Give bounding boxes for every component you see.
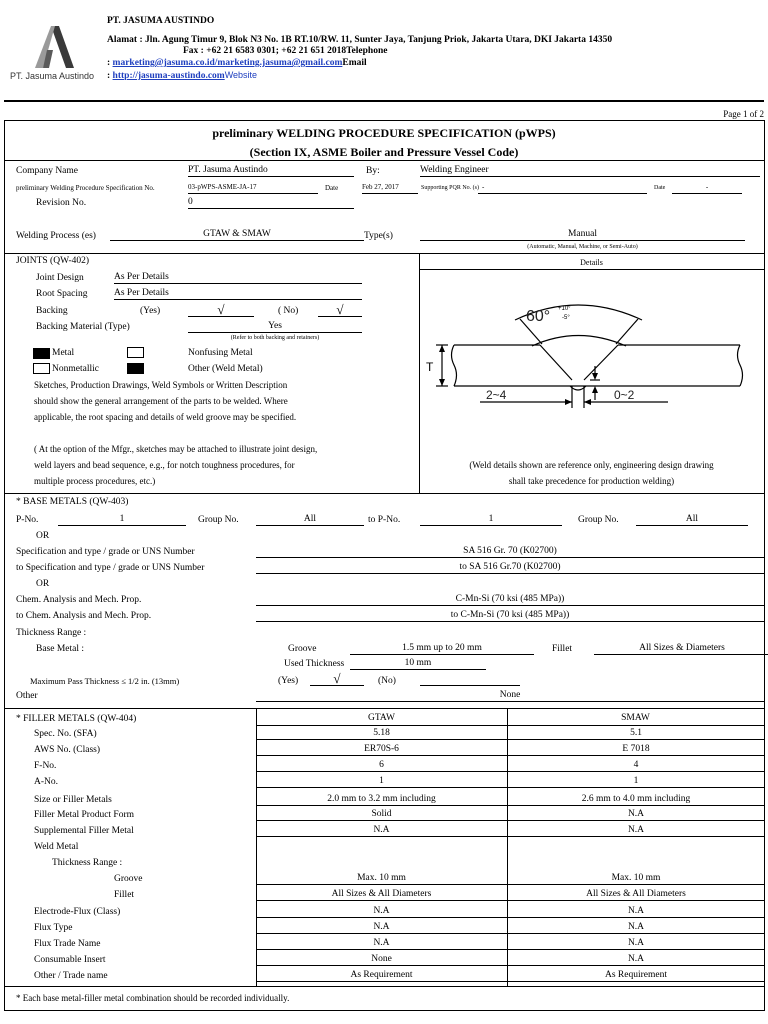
filler-row-gtaw[interactable]: N.A bbox=[256, 905, 507, 918]
page-label: Page 1 of 2 bbox=[723, 109, 764, 119]
drawing-angle: 60° bbox=[526, 308, 551, 325]
filler-row-label: A-No. bbox=[34, 777, 59, 787]
filler-row-smaw[interactable]: 1 bbox=[508, 775, 764, 788]
group-no-2-field[interactable]: All bbox=[636, 513, 748, 526]
root-spacing-field[interactable]: As Per Details bbox=[114, 287, 362, 300]
filler-row-label: Filler Metal Product Form bbox=[34, 810, 135, 820]
company-email: : marketing@jasuma.co.id/marketing.jasuma@gmail.comEmail bbox=[107, 58, 367, 68]
filler-row-gtaw[interactable]: 2.0 mm to 3.2 mm including bbox=[256, 793, 507, 806]
process-label: Welding Process (es) bbox=[16, 231, 96, 241]
option-text-1: ( At the option of the Mfgr., sketches may be attached to illustrate joint design, bbox=[34, 444, 318, 454]
to-chem-label: to Chem. Analysis and Mech. Prop. bbox=[16, 611, 152, 621]
groove-field[interactable]: 1.5 mm up to 20 mm bbox=[350, 642, 534, 655]
to-spec-field[interactable]: to SA 516 Gr.70 (K02700) bbox=[256, 561, 764, 574]
other-field[interactable]: None bbox=[256, 689, 764, 702]
or-2: OR bbox=[36, 579, 50, 589]
weld-fillet-smaw[interactable]: All Sizes & All Diameters bbox=[508, 888, 764, 901]
filler-row-gtaw[interactable]: Solid bbox=[256, 808, 507, 821]
company-name-label: Company Name bbox=[16, 166, 79, 176]
option-text-2: weld layers and bead sequence, e.g., for notch toughness procedures, for bbox=[34, 460, 295, 470]
filler-row-smaw[interactable]: 2.6 mm to 4.0 mm including bbox=[508, 793, 764, 806]
used-thickness-label: Used Thickness bbox=[284, 659, 345, 669]
or-1: OR bbox=[36, 531, 50, 541]
groove-label: Groove bbox=[288, 644, 317, 654]
filler-row-gtaw[interactable]: N.A bbox=[256, 921, 507, 934]
filler-row-smaw[interactable]: E 7018 bbox=[508, 743, 764, 756]
filler-row-label: Flux Trade Name bbox=[34, 939, 101, 949]
metal-label: Metal bbox=[52, 348, 75, 358]
filler-row-gtaw[interactable]: 6 bbox=[256, 759, 507, 772]
drawing-root-face: 0~2 bbox=[614, 388, 635, 402]
by-label: By: bbox=[366, 166, 380, 176]
other-label: Other bbox=[16, 691, 38, 701]
details-note-2: shall take precedence for production welding) bbox=[508, 476, 675, 486]
joints-heading: JOINTS (QW-402) bbox=[16, 256, 90, 266]
filler-row-label: F-No. bbox=[34, 761, 57, 771]
filler-heading: * FILLER METALS (QW-404) bbox=[16, 714, 137, 724]
date-label: Date bbox=[325, 184, 339, 192]
weld-metal-label: Weld Metal bbox=[34, 842, 79, 852]
filler-row-label: Spec. No. (SFA) bbox=[34, 729, 97, 739]
thickness-range-label: Thickness Range : bbox=[16, 628, 87, 638]
filler-row-smaw[interactable]: N.A bbox=[508, 808, 764, 821]
drawing-angle-tol-minus: -5° bbox=[562, 315, 570, 321]
filler-row-smaw[interactable]: N.A bbox=[508, 953, 764, 966]
website-link[interactable]: http://jasuma-austindo.com bbox=[112, 71, 225, 81]
backing-material-label: Backing Material (Type) bbox=[36, 322, 130, 332]
max-pass-no-field[interactable] bbox=[420, 673, 520, 686]
backing-label: Backing bbox=[36, 306, 68, 316]
weld-groove-smaw[interactable]: Max. 10 mm bbox=[508, 872, 764, 885]
chem-label: Chem. Analysis and Mech. Prop. bbox=[16, 595, 142, 605]
other-checkbox[interactable] bbox=[127, 363, 144, 374]
filler-row-gtaw[interactable]: N.A bbox=[256, 824, 507, 837]
max-pass-label: Maximum Pass Thickness ≤ 1/2 in. (13mm) bbox=[30, 676, 180, 686]
filler-row-label: AWS No. (Class) bbox=[34, 745, 100, 755]
group-no-2-label: Group No. bbox=[578, 515, 619, 525]
date2-field[interactable]: - bbox=[672, 181, 742, 194]
company-title: PT. JASUMA AUSTINDO bbox=[107, 16, 215, 26]
type-field[interactable]: Manual bbox=[420, 228, 745, 241]
details-note-1: (Weld details shown are reference only, engineering design drawing bbox=[469, 460, 714, 470]
weld-groove-gtaw[interactable]: Max. 10 mm bbox=[256, 872, 507, 885]
used-thickness-field[interactable]: 10 mm bbox=[350, 657, 486, 670]
base-metal-label: Base Metal : bbox=[36, 644, 85, 654]
backing-material-field[interactable]: Yes bbox=[188, 320, 362, 333]
metal-checkbox[interactable] bbox=[33, 348, 50, 359]
to-chem-field[interactable]: to C-Mn-Si (70 ksi (485 MPa)) bbox=[256, 609, 764, 622]
pqr-field[interactable]: - bbox=[478, 181, 647, 194]
drawing-angle-tol-plus: +10° bbox=[558, 306, 571, 312]
company-name-field[interactable]: PT. Jasuma Austindo bbox=[188, 164, 354, 177]
nonmetallic-label: Nonmetallic bbox=[52, 364, 99, 374]
other-weld-label: Other (Weld Metal) bbox=[188, 364, 263, 374]
filler-row-label: Electrode-Flux (Class) bbox=[34, 907, 121, 917]
group-no-field[interactable]: All bbox=[256, 513, 364, 526]
company-website: : http://jasuma-austindo.comWebsite bbox=[107, 70, 258, 81]
to-p-no-label: to P-No. bbox=[368, 515, 401, 525]
form-title: preliminary WELDING PROCEDURE SPECIFICATION (pWPS) bbox=[212, 126, 556, 140]
filler-row-gtaw[interactable]: 1 bbox=[256, 775, 507, 788]
drawing-thickness: T bbox=[426, 360, 434, 374]
chem-field[interactable]: C-Mn-Si (70 ksi (485 MPa)) bbox=[256, 593, 764, 606]
filler-row-smaw[interactable]: 5.1 bbox=[508, 727, 764, 740]
backing-no-label: ( No) bbox=[278, 306, 299, 316]
base-metals-heading: * BASE METALS (QW-403) bbox=[16, 497, 129, 507]
sketch-text-1: Sketches, Production Drawings, Weld Symbols or Written Description bbox=[34, 380, 288, 390]
filler-col-smaw: SMAW bbox=[621, 713, 650, 723]
weld-fillet-label: Fillet bbox=[114, 890, 135, 900]
pwps-no-label: preliminary Welding Procedure Specification No. bbox=[16, 184, 155, 192]
filler-row-smaw[interactable]: N.A bbox=[508, 824, 764, 837]
backing-note: (Refer to both backing and retainers) bbox=[230, 335, 320, 341]
pwps-no-field[interactable]: 03-pWPS-ASME-JA-17 bbox=[188, 181, 318, 194]
date-field[interactable]: Feb 27, 2017 bbox=[362, 181, 418, 194]
logo-text: PT. Jasuma Austindo bbox=[10, 71, 95, 81]
to-p-no-field[interactable]: 1 bbox=[420, 513, 562, 526]
company-logo-icon bbox=[33, 24, 75, 70]
company-fax: Fax : +62 21 6583 0301; +62 21 651 2018Telephone bbox=[183, 46, 388, 56]
form-subtitle: (Section IX, ASME Boiler and Pressure Vessel Code) bbox=[249, 145, 519, 159]
nonfusing-checkbox[interactable] bbox=[127, 347, 144, 358]
joint-design-field[interactable]: As Per Details bbox=[114, 271, 362, 284]
revision-field[interactable]: 0 bbox=[188, 196, 354, 209]
nonfusing-label: Nonfusing Metal bbox=[188, 348, 253, 358]
max-pass-yes-label: (Yes) bbox=[278, 676, 299, 686]
filler-row-smaw[interactable]: N.A bbox=[508, 937, 764, 950]
by-field[interactable]: Welding Engineer bbox=[420, 164, 760, 177]
option-text-3: multiple process procedures, etc.) bbox=[34, 476, 156, 486]
filler-row-smaw[interactable]: As Requirement bbox=[508, 969, 764, 982]
weld-thickness-range-label: Thickness Range : bbox=[52, 858, 123, 868]
drawing-gap: 2~4 bbox=[486, 388, 507, 402]
filler-row-label: Flux Type bbox=[34, 923, 73, 933]
weld-fillet-gtaw[interactable]: All Sizes & All Diameters bbox=[256, 888, 507, 901]
sketch-text-3: applicable, the root spacing and details of weld groove may be specified. bbox=[34, 412, 297, 422]
filler-row-smaw[interactable]: N.A bbox=[508, 905, 764, 918]
root-spacing-label: Root Spacing bbox=[36, 289, 88, 299]
fillet-label: Fillet bbox=[552, 644, 573, 654]
spec-label: Specification and type / grade or UNS Number bbox=[16, 547, 195, 557]
details-heading: Details bbox=[580, 258, 603, 267]
filler-row-gtaw[interactable]: N.A bbox=[256, 937, 507, 950]
filler-row-gtaw[interactable]: ER70S-6 bbox=[256, 743, 507, 756]
pqr-label: Supporting PQR No. (s) bbox=[421, 185, 480, 191]
p-no-label: P-No. bbox=[16, 515, 39, 525]
joint-design-label: Joint Design bbox=[36, 273, 84, 283]
group-no-label: Group No. bbox=[198, 515, 239, 525]
weld-joint-drawing bbox=[420, 270, 764, 455]
max-pass-no-label: (No) bbox=[378, 676, 396, 686]
filler-row-label: Other / Trade name bbox=[34, 971, 108, 981]
backing-no-check[interactable]: √ bbox=[318, 303, 362, 317]
fillet-field[interactable]: All Sizes & Diameters bbox=[594, 642, 768, 655]
spec-field[interactable]: SA 516 Gr. 70 (K02700) bbox=[256, 545, 764, 558]
backing-yes-label: (Yes) bbox=[140, 306, 161, 316]
revision-label: Revision No. bbox=[36, 198, 87, 208]
filler-row-label: Supplemental Filler Metal bbox=[34, 826, 134, 836]
filler-row-label: Size or Filler Metals bbox=[34, 795, 112, 805]
nonmetallic-checkbox[interactable] bbox=[33, 363, 50, 374]
filler-col-gtaw: GTAW bbox=[368, 713, 395, 723]
filler-row-label: Consumable Insert bbox=[34, 955, 106, 965]
type-note: (Automatic, Manual, Machine, or Semi-Auto) bbox=[527, 244, 638, 250]
sketch-text-2: should show the general arrangement of the parts to be welded. Where bbox=[34, 396, 288, 406]
company-address: Alamat : Jln. Agung Timur 9, Blok N3 No. 1B RT.10/RW. 11, Sunter Jaya, Tanjung Priok, Jakarta Utara, DKI Jakarta 14350 bbox=[107, 35, 613, 45]
weld-groove-label: Groove bbox=[114, 874, 143, 884]
filler-row-smaw[interactable]: 4 bbox=[508, 759, 764, 772]
email-link[interactable]: marketing@jasuma.co.id/marketing.jasuma@gmail.com bbox=[112, 58, 343, 68]
to-spec-label: to Specification and type / grade or UNS Number bbox=[16, 563, 205, 573]
process-field[interactable]: GTAW & SMAW bbox=[110, 228, 364, 241]
filler-row-gtaw[interactable]: As Requirement bbox=[256, 969, 507, 982]
backing-yes-check[interactable]: √ bbox=[188, 303, 254, 317]
header-divider bbox=[4, 100, 764, 102]
filler-row-gtaw[interactable]: None bbox=[256, 953, 507, 966]
footnote: * Each base metal-filler metal combination should be recorded individually. bbox=[16, 993, 290, 1003]
filler-row-smaw[interactable]: N.A bbox=[508, 921, 764, 934]
max-pass-yes-check[interactable]: √ bbox=[310, 672, 364, 686]
p-no-field[interactable]: 1 bbox=[58, 513, 186, 526]
date2-label: Date bbox=[654, 185, 666, 191]
type-label: Type(s) bbox=[364, 231, 393, 241]
filler-row-gtaw[interactable]: 5.18 bbox=[256, 727, 507, 740]
